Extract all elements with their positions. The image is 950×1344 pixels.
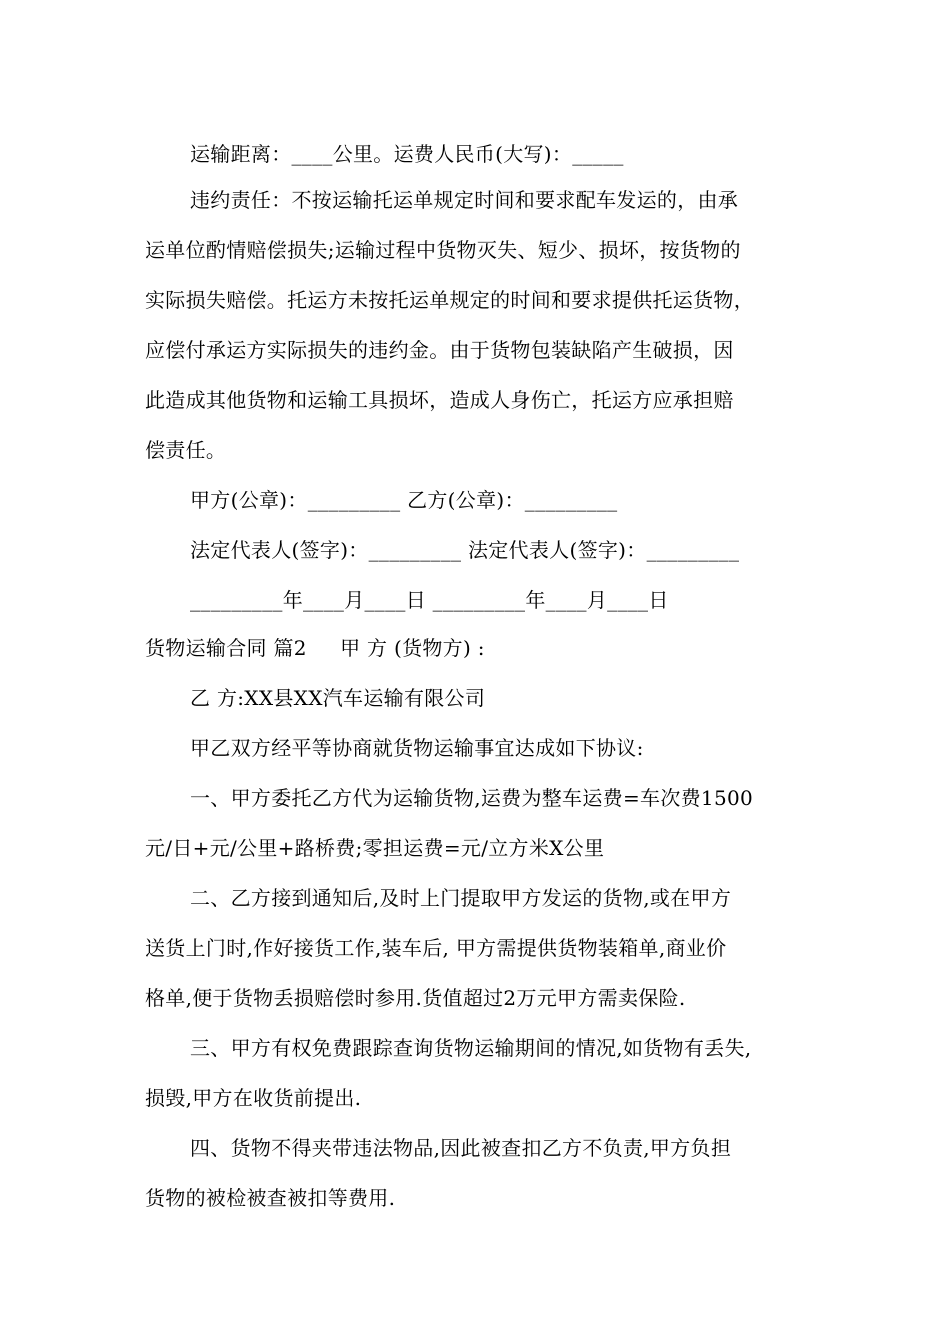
text-line-representatives: 法定代表人(签字)：_________ 法定代表人(签字)：_________	[190, 538, 740, 562]
text-line-clause-4b: 货物的被检被查被扣等费用.	[145, 1186, 396, 1210]
text-line-party-b: 乙 方:XX县XX汽车运输有限公司	[190, 686, 486, 710]
text-line-clause-3b: 损毁,甲方在收货前提出.	[145, 1086, 362, 1110]
text-line-clause-4a: 四、货物不得夹带违法物品,因此被查扣乙方不负责,甲方负担	[190, 1136, 732, 1160]
text-line-distance-fee: 运输距离：____公里。运费人民币(大写)：_____	[190, 142, 624, 166]
text-line-liability-3: 实际损失赔偿。托运方未按托运单规定的时间和要求提供托运货物，	[145, 288, 754, 312]
text-line-dates: _________年____月____日 _________年____月____日	[190, 588, 669, 612]
text-line-clause-1b: 元/日+元/公里+路桥费;零担运费=元/立方米X公里	[145, 836, 605, 860]
text-line-clause-2b: 送货上门时,作好接货工作,装车后, 甲方需提供货物装箱单,商业价	[145, 936, 727, 960]
text-line-agreement-intro: 甲乙双方经平等协商就货物运输事宜达成如下协议:	[190, 736, 644, 760]
text-line-clause-1a: 一、甲方委托乙方代为运输货物,运费为整车运费=车次费1500	[190, 786, 754, 810]
text-line-clause-2a: 二、乙方接到通知后,及时上门提取甲方发运的货物,或在甲方	[190, 886, 732, 910]
text-line-liability-2: 运单位酌情赔偿损失;运输过程中货物灭失、短少、损坏，按货物的	[145, 238, 741, 262]
text-line-liability-1: 违约责任：不按运输托运单规定时间和要求配车发运的，由承	[190, 188, 739, 212]
text-line-liability-4: 应偿付承运方实际损失的违约金。由于货物包装缺陷产生破损，因	[145, 338, 734, 362]
text-line-clause-2c: 格单,便于货物丢损赔偿时参用.货值超过2万元甲方需卖保险.	[145, 986, 686, 1010]
text-line-seals: 甲方(公章)：_________ 乙方(公章)：_________	[190, 488, 618, 512]
section-heading-contract-2: 货物运输合同 篇2 甲 方 (货物方) :	[145, 636, 485, 660]
text-line-liability-6: 偿责任。	[145, 438, 227, 462]
text-line-liability-5: 此造成其他货物和运输工具损坏，造成人身伤亡，托运方应承担赔	[145, 388, 734, 412]
text-line-clause-3a: 三、甲方有权免费跟踪查询货物运输期间的情况,如货物有丢失,	[190, 1036, 752, 1060]
